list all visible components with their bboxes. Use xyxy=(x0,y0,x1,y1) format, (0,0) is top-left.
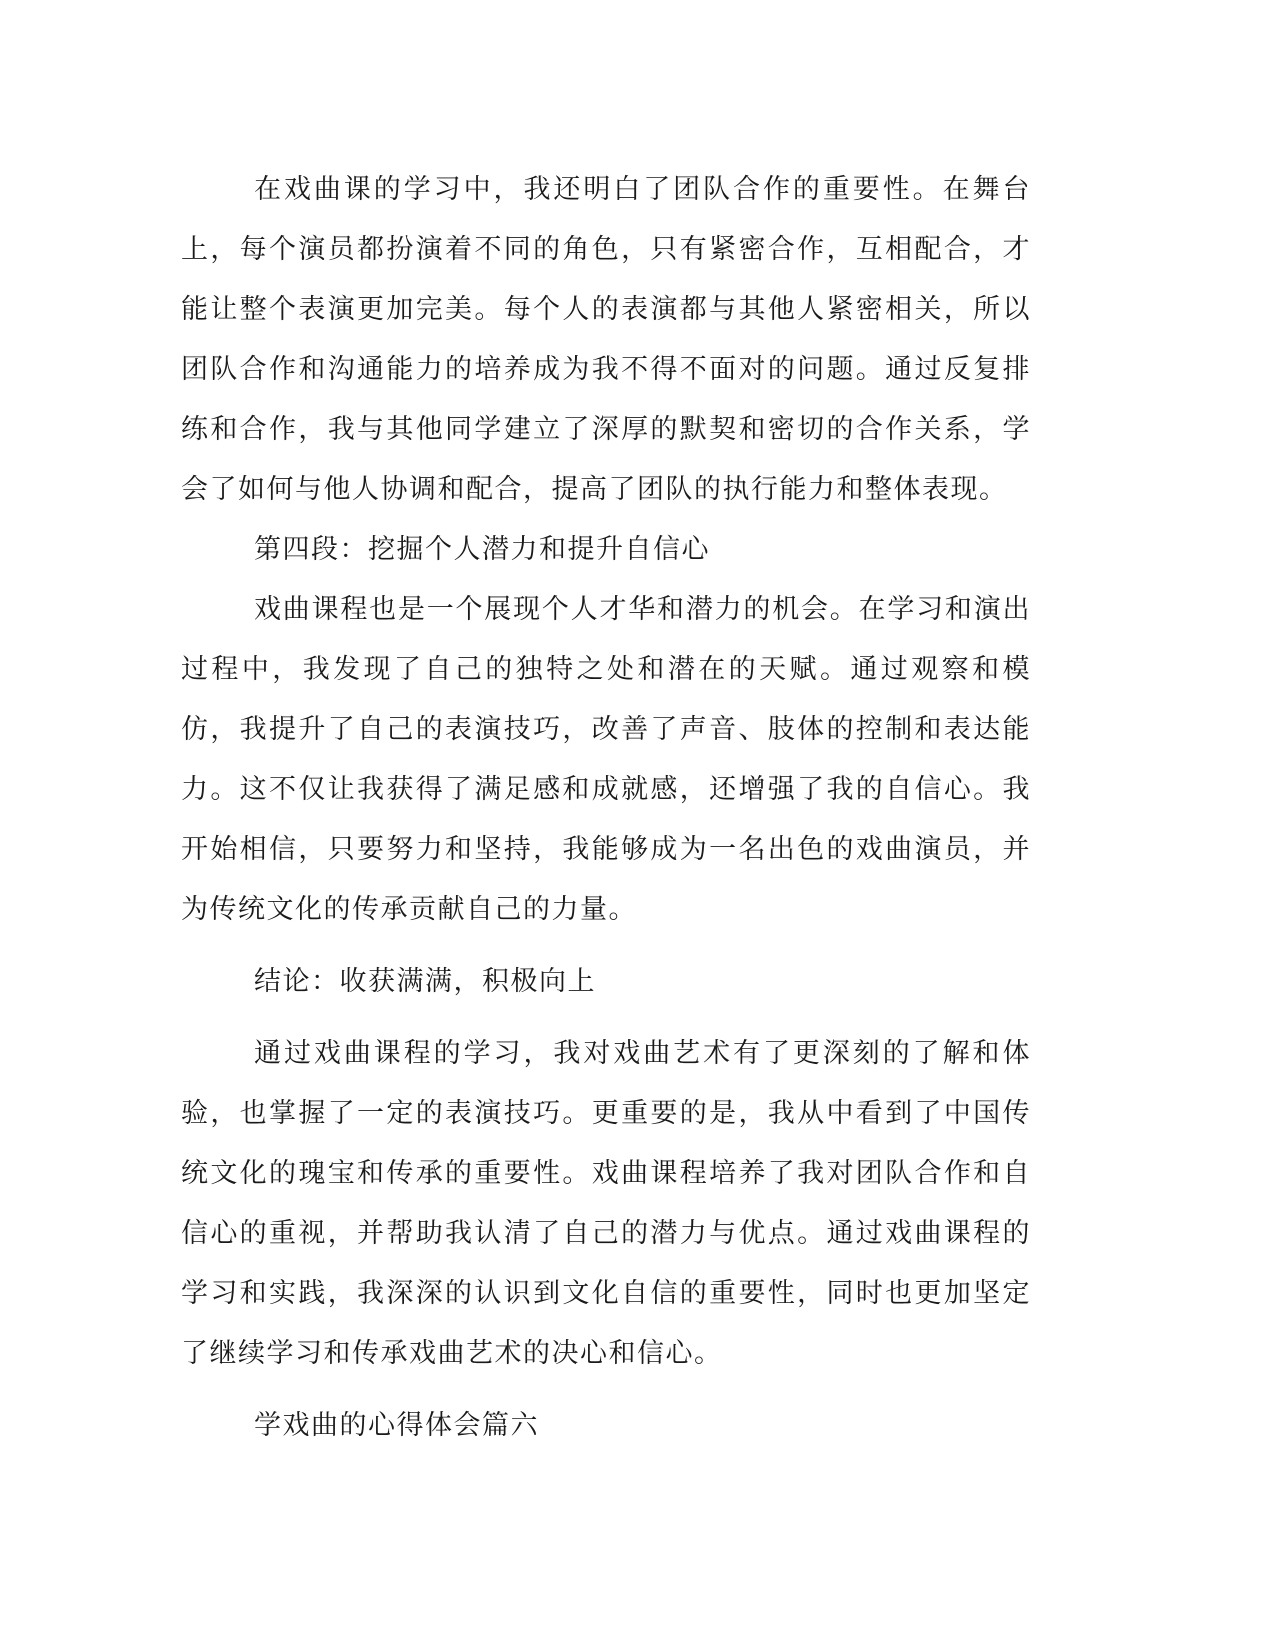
document-body xyxy=(181,160,1031,1456)
section-heading-part-six: 学戏曲的心得体会篇六 xyxy=(254,1410,539,1441)
paragraph-conclusion: 通过戏曲课程的学习，我对戏曲艺术有了更深刻的了解和体验，也掌握了一定的表演技巧。更重要的是，我从中看到了中国传统文化的瑰宝和传承的重要性。戏曲课程培养了我对团队合作和自信心的重视，并帮助我认清了自己的潜力与优点。通过戏曲课程的学习和实践，我深深的认识到文化自信的重要性，同时也更加坚定了继续学习和传承戏曲艺术的决心和信心。 xyxy=(181,1038,1031,1369)
section-heading-potential: 第四段：挖掘个人潜力和提升自信心 xyxy=(254,534,710,565)
section-heading-conclusion: 结论：收获满满，积极向上 xyxy=(254,966,596,997)
paragraph-potential: 戏曲课程也是一个展现个人才华和潜力的机会。在学习和演出过程中，我发现了自己的独特之处和潜在的天赋。通过观察和模仿，我提升了自己的表演技巧，改善了声音、肢体的控制和表达能力。这不仅让我获得了满足感和成就感，还增强了我的自信心。我开始相信，只要努力和坚持，我能够成为一名出色的戏曲演员，并为传统文化的传承贡献自己的力量。 xyxy=(181,594,1031,925)
paragraph-teamwork: 在戏曲课的学习中，我还明白了团队合作的重要性。在舞台上，每个演员都扮演着不同的角色，只有紧密合作，互相配合，才能让整个表演更加完美。每个人的表演都与其他人紧密相关，所以团队合作和沟通能力的培养成为我不得不面对的问题。通过反复排练和合作，我与其他同学建立了深厚的默契和密切的合作关系，学会了如何与他人协调和配合，提高了团队的执行能力和整体表现。 xyxy=(181,174,1031,505)
